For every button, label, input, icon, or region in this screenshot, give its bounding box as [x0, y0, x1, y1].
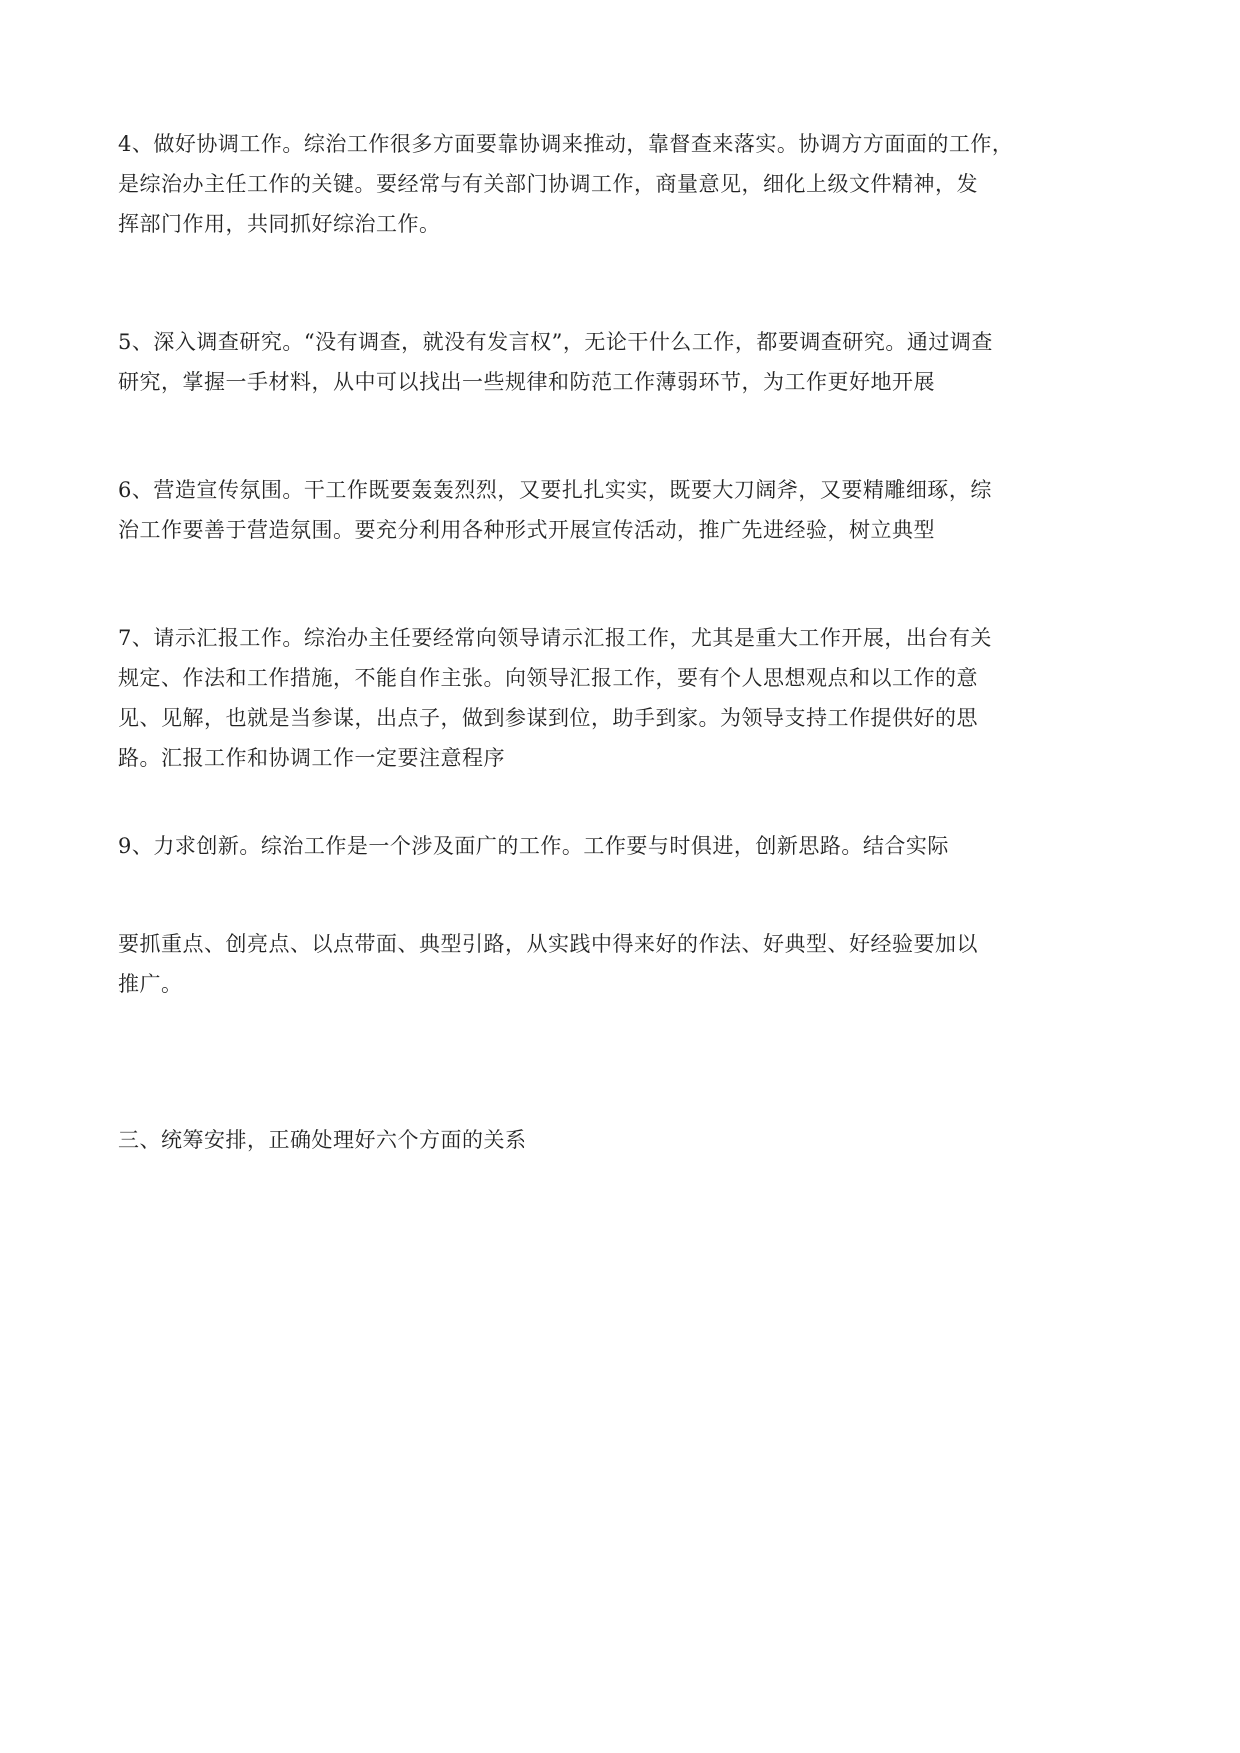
- paragraph-line: 路。汇报工作和协调工作一定要注意程序: [118, 746, 505, 770]
- paragraph-item-4-coordination: [118, 124, 1128, 244]
- paragraph-line: 见、见解，也就是当参谋，出点子，做到参谋到位，助手到家。为领导支持工作提供好的思: [118, 706, 978, 730]
- paragraph-line: 是综治办主任工作的关键。要经常与有关部门协调工作，商量意见，细化上级文件精神，发: [118, 172, 978, 196]
- paragraph-item-9-innovation: [118, 826, 1128, 866]
- paragraph-line: 治工作要善于营造氛围。要充分利用各种形式开展宣传活动，推广先进经验，树立典型: [118, 518, 935, 542]
- heading-line: 三、统筹安排，正确处理好六个方面的关系: [118, 1128, 527, 1152]
- paragraph-item-7-reporting: [118, 618, 1128, 778]
- paragraph-innovation-continued: [118, 924, 1128, 1004]
- paragraph-line: 要抓重点、创亮点、以点带面、典型引路，从实践中得来好的作法、好典型、好经验要加以: [118, 932, 978, 956]
- paragraph-line: 挥部门作用，共同抓好综治工作。: [118, 212, 441, 236]
- paragraph-line: 4、做好协调工作。综治工作很多方面要靠协调来推动，靠督查来落实。协调方方面面的工作，: [118, 132, 1014, 156]
- paragraph-line: 9、力求创新。综治工作是一个涉及面广的工作。工作要与时俱进，创新思路。结合实际: [118, 834, 949, 858]
- paragraph-line: 6、营造宣传氛围。干工作既要轰轰烈烈，又要扎扎实实，既要大刀阔斧，又要精雕细琢，综: [118, 478, 992, 502]
- paragraph-line: 研究，掌握一手材料，从中可以找出一些规律和防范工作薄弱环节，为工作更好地开展: [118, 370, 935, 394]
- paragraph-line: 推广。: [118, 972, 183, 996]
- paragraph-item-6-publicity: [118, 470, 1128, 550]
- paragraph-line: 规定、作法和工作措施，不能自作主张。向领导汇报工作，要有个人思想观点和以工作的意: [118, 666, 978, 690]
- section-heading-three: [118, 1120, 1128, 1160]
- paragraph-line: 7、请示汇报工作。综治办主任要经常向领导请示汇报工作，尤其是重大工作开展，出台有关: [118, 626, 992, 650]
- paragraph-line: 5、深入调查研究。“没有调查，就没有发言权”，无论干什么工作，都要调查研究。通过调查: [118, 330, 993, 354]
- paragraph-item-5-research: [118, 322, 1128, 402]
